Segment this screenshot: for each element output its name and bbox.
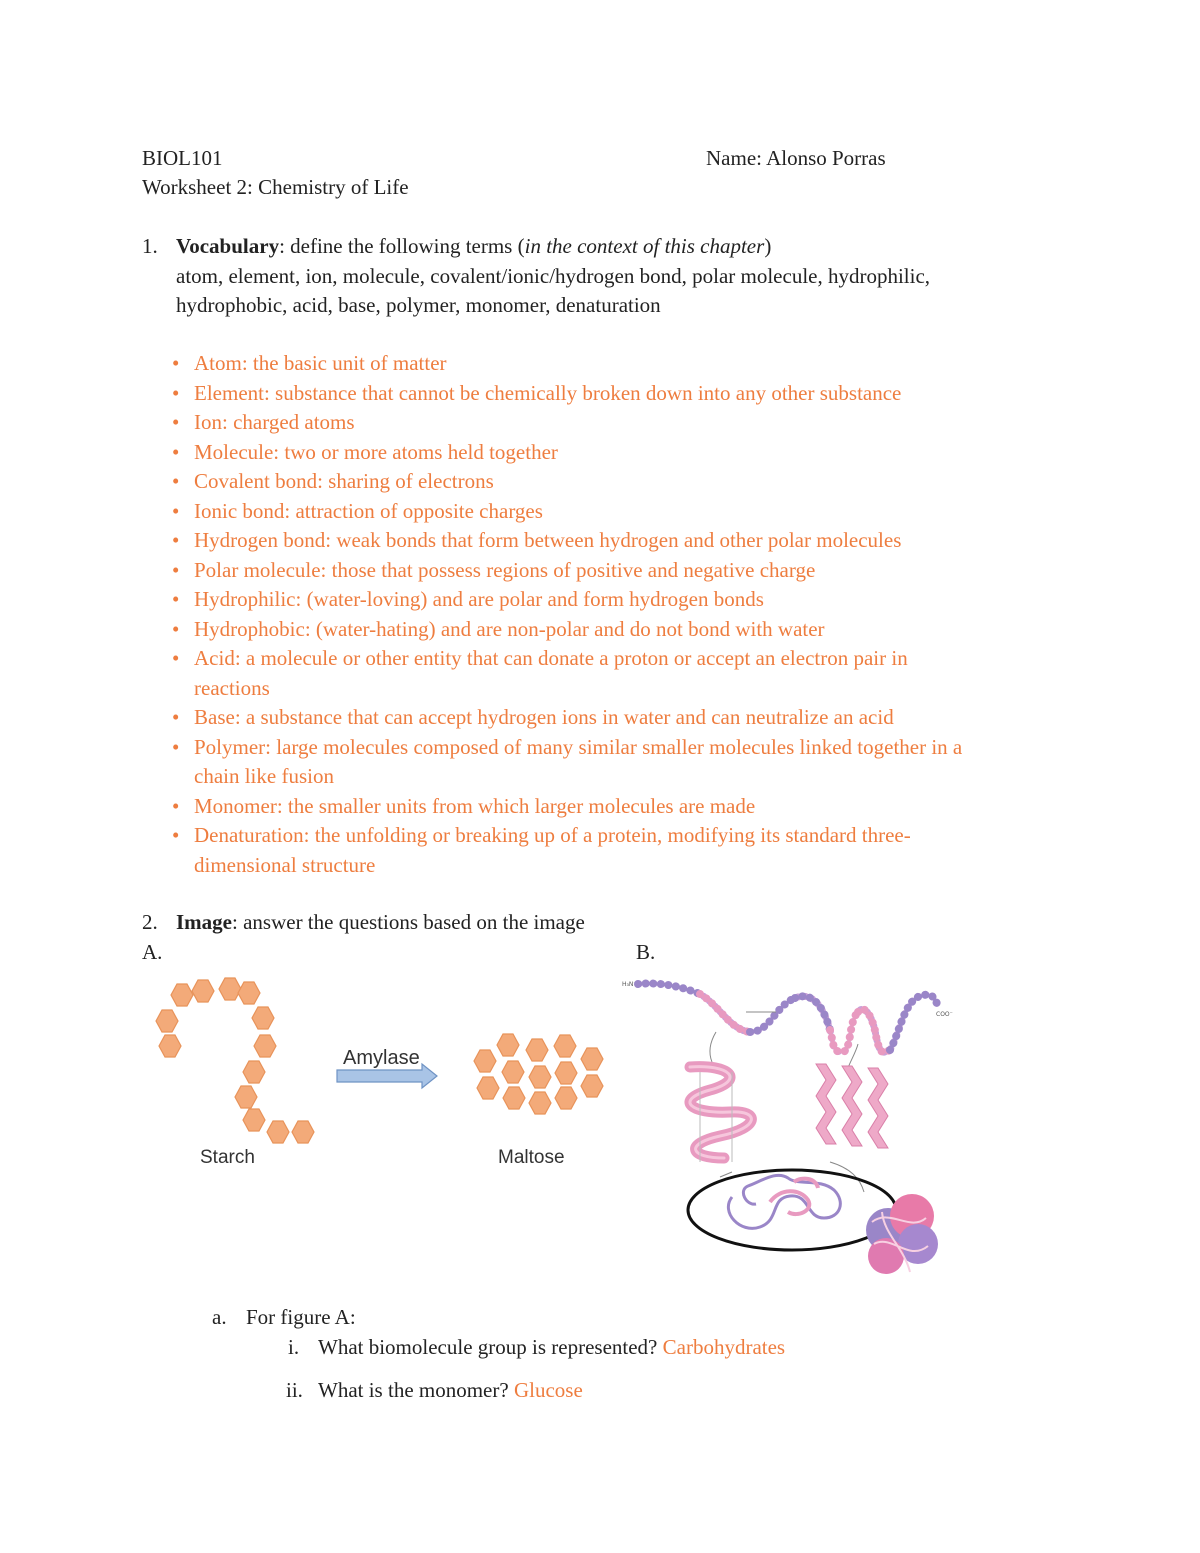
q2-number: 2. — [142, 910, 158, 934]
bullet-icon: • — [172, 440, 180, 464]
amylase-label: Amylase — [343, 1047, 420, 1069]
definition-item: Atom: the basic unit of matter — [194, 351, 447, 375]
definition-item: Acid: a molecule or other entity that can donate a proton or accept an electron pair in — [194, 646, 908, 670]
alpha-helix — [690, 1067, 751, 1162]
c-terminus-label: COO⁻ — [936, 1011, 953, 1018]
bullet-icon: • — [172, 381, 180, 405]
bullet-icon: • — [172, 499, 180, 523]
definition-item: Polymer: large molecules composed of many similar smaller molecules linked together in a — [194, 735, 963, 759]
connector-lines — [710, 1012, 864, 1192]
bullet-icon: • — [172, 469, 180, 493]
maltose-label: Maltose — [498, 1147, 565, 1168]
maltose-cluster — [474, 1034, 603, 1114]
definition-item: Ion: charged atoms — [194, 410, 355, 434]
bullet-icon: • — [172, 646, 180, 670]
q1-heading: Vocabulary — [176, 234, 280, 258]
q1-terms-line1: atom, element, ion, molecule, covalent/ionic/hydrogen bond, polar molecule, hydrophilic, — [176, 264, 931, 288]
figure-a-starch-amylase — [135, 970, 615, 1180]
bullet-icon: • — [172, 587, 180, 611]
definition-item: Denaturation: the unfolding or breaking up of a protein, modifying its standard three- — [194, 823, 911, 847]
bullet-icon: • — [172, 705, 180, 729]
bullet-icon: • — [172, 794, 180, 818]
definition-item: Ionic bond: attraction of opposite charges — [194, 499, 543, 523]
q1-number: 1. — [142, 234, 158, 258]
definition-item: Hydrophobic: (water-hating) and are non-polar and do not bond with water — [194, 617, 825, 641]
highlight-ellipse — [688, 1170, 896, 1250]
sub-question-a-text: For figure A: — [246, 1305, 356, 1329]
starch-chain — [156, 978, 314, 1143]
primary-structure-chain — [638, 983, 938, 1052]
definition-item: Hydrophilic: (water-loving) and are polar and form hydrogen bonds — [194, 587, 764, 611]
student-name: Name: Alonso Porras — [706, 146, 886, 170]
bullet-icon: • — [172, 528, 180, 552]
question-i — [318, 1337, 785, 1358]
bullet-icon: • — [172, 558, 180, 582]
question-i-text: What biomolecule group is represented? — [318, 1335, 658, 1359]
definition-item-continuation: reactions — [194, 676, 270, 700]
definition-item: Base: a substance that can accept hydrogen ions in water and can neutralize an acid — [194, 705, 894, 729]
definition-item: Polar molecule: those that possess regions of positive and negative charge — [194, 558, 816, 582]
course-code: BIOL101 — [142, 146, 223, 170]
bullet-icon: • — [172, 351, 180, 375]
bullet-icon: • — [172, 617, 180, 641]
q1-terms-line2: hydrophobic, acid, base, polymer, monomer, denaturation — [176, 293, 661, 317]
bullet-icon: • — [172, 735, 180, 759]
sub-question-a-marker: a. — [212, 1305, 227, 1329]
bullet-icon: • — [172, 823, 180, 847]
question-ii-marker: ii. — [286, 1378, 303, 1402]
q2-intro: : answer the questions based on the image — [232, 910, 585, 934]
q1-intro-a: : define the following terms ( — [279, 234, 525, 258]
bullet-icon: • — [172, 410, 180, 434]
question-i-answer: Carbohydrates — [662, 1335, 786, 1359]
beta-sheet — [816, 1064, 888, 1148]
starch-label: Starch — [200, 1147, 255, 1168]
definition-item: Covalent bond: sharing of electrons — [194, 469, 494, 493]
definition-item: Monomer: the smaller units from which larger molecules are made — [194, 794, 756, 818]
n-terminus-label: H₃N⁺ — [622, 981, 637, 988]
definition-item-continuation: chain like fusion — [194, 764, 334, 788]
figure-b-label: B. — [636, 940, 656, 964]
question-ii — [318, 1380, 583, 1401]
question-ii-text: What is the monomer? — [318, 1378, 509, 1402]
q2-heading: Image — [176, 910, 232, 934]
definition-item: Element: substance that cannot be chemically broken down into any other substance — [194, 381, 902, 405]
definition-item: Molecule: two or more atoms held together — [194, 440, 558, 464]
definition-item-continuation: dimensional structure — [194, 853, 376, 877]
q1-intro-b: ) — [764, 234, 772, 258]
definition-item: Hydrogen bond: weak bonds that form between hydrogen and other polar molecules — [194, 528, 902, 552]
question-ii-answer: Glucose — [513, 1378, 583, 1402]
tertiary-structure — [728, 1175, 840, 1228]
figure-a-label: A. — [142, 940, 163, 964]
q2-prompt — [176, 912, 585, 933]
q1-prompt — [176, 236, 771, 257]
figure-b-protein-structure — [620, 972, 960, 1292]
worksheet-title: Worksheet 2: Chemistry of Life — [142, 175, 409, 199]
question-i-marker: i. — [288, 1335, 300, 1359]
quaternary-structure — [866, 1194, 938, 1274]
q1-intro-italic: in the context of this chapter — [524, 234, 765, 258]
